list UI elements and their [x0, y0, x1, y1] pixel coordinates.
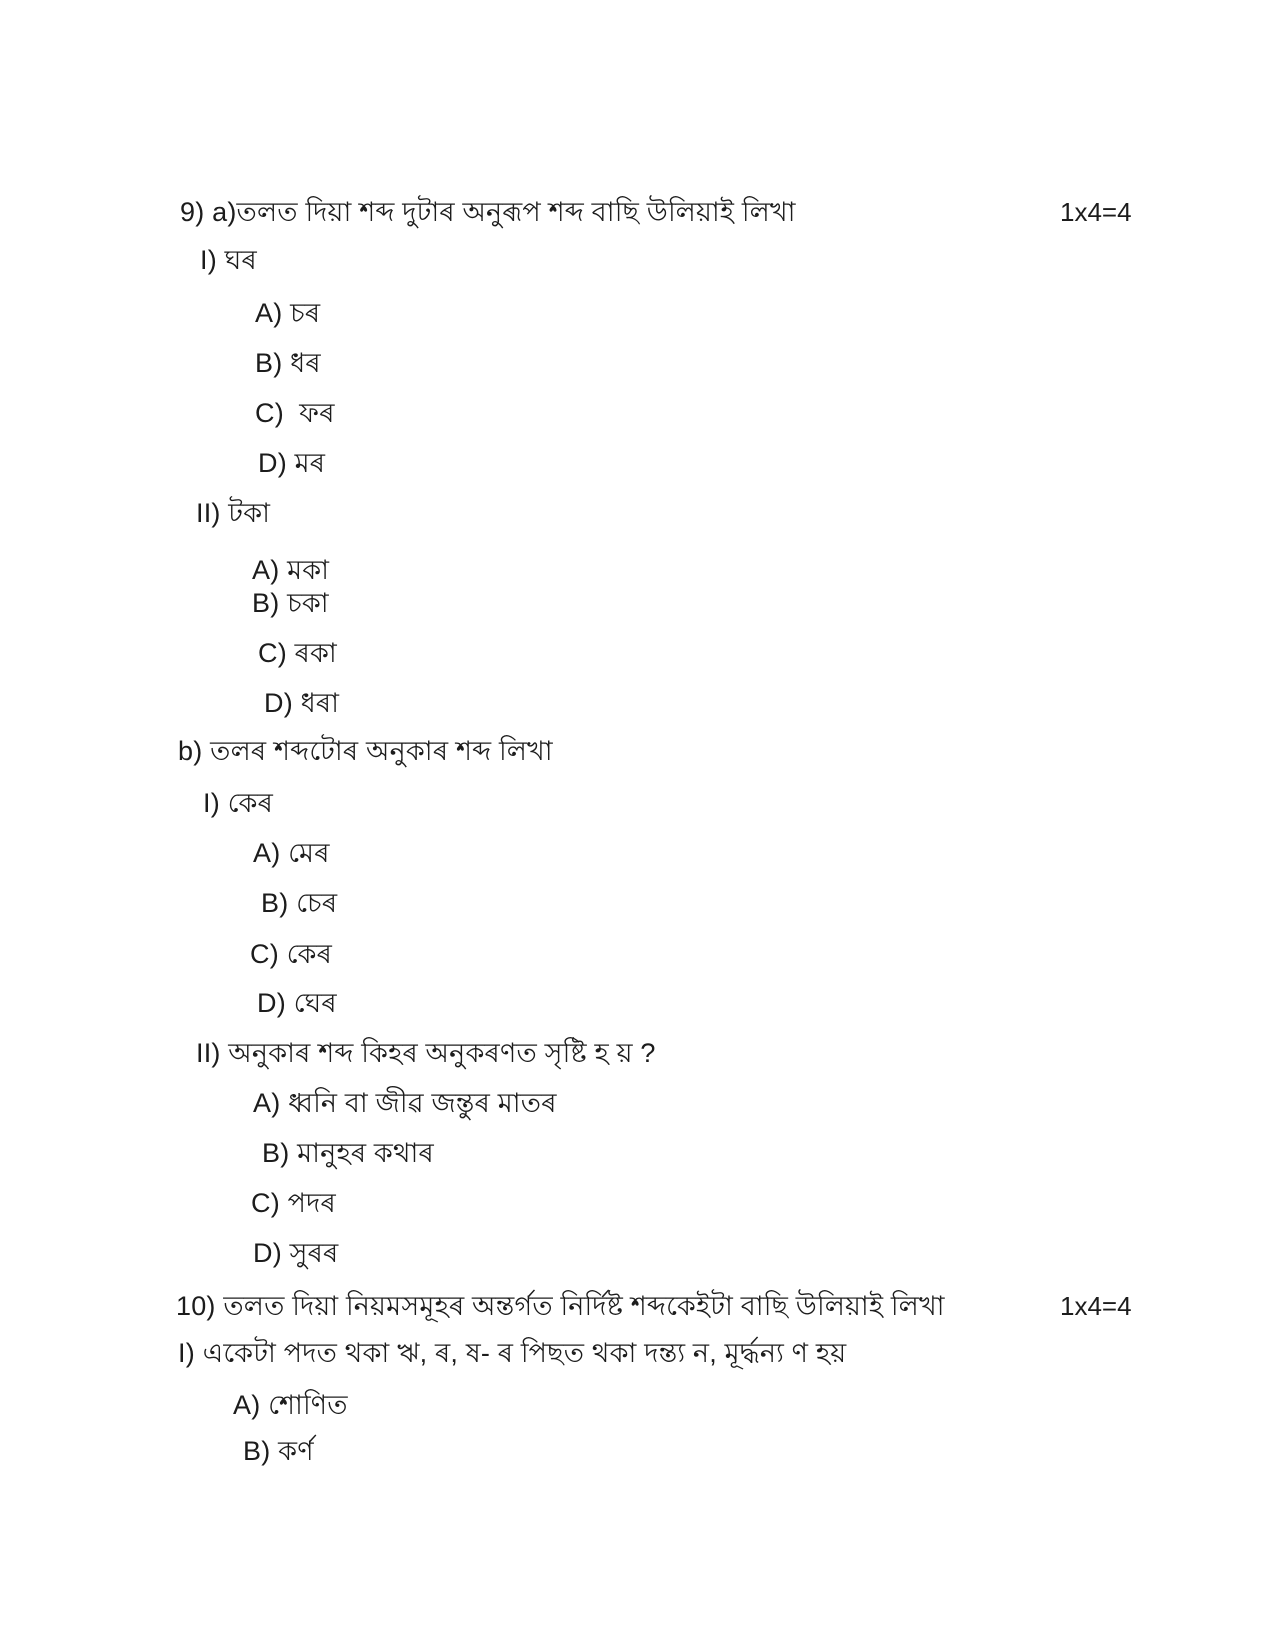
q9a-item-i-option-d: D) মৰ	[258, 448, 326, 478]
q9b-item-ii-option-b: B) মানুহৰ কথাৰ	[262, 1138, 434, 1168]
q9b-item-ii-option-a: A) ধ্বনি বা জীৱ জন্তুৰ মাতৰ	[253, 1088, 557, 1118]
q9b-item-ii-label: II) অনুকাৰ শব্দ কিহৰ অনুকৰণত সৃষ্টি হ য় ?	[196, 1038, 656, 1068]
q9a-item-i-option-a: A) চৰ	[255, 298, 321, 328]
q9a-item-ii-option-c: C) ৰকা	[258, 638, 337, 668]
q9a-item-ii-label: II) টকা	[196, 498, 271, 528]
q9b-item-i-option-d: D) ঘেৰ	[257, 988, 337, 1018]
question-9-header: 9) a)তলত দিয়া শব্দ দুটাৰ অনুৰূপ শব্দ বাছি উলিয়াই লিখা	[180, 197, 796, 227]
q9a-item-i-option-c: C) ফৰ	[255, 398, 335, 428]
q9b-item-ii-option-d: D) সুৰৰ	[253, 1238, 339, 1268]
q10-rule-i-option-b: B) কৰ্ণ	[243, 1436, 314, 1466]
question-10-marks: 1x4=4	[1060, 1291, 1132, 1321]
q9b-item-i-label: I) কেৰ	[203, 788, 274, 818]
q9a-item-i-label: I) ঘৰ	[200, 245, 257, 275]
question-9-marks: 1x4=4	[1060, 197, 1132, 227]
q9b-header: b) তলৰ শব্দটোৰ অনুকাৰ শব্দ লিখা	[178, 736, 553, 766]
q9b-item-i-option-c: C) কেৰ	[250, 939, 333, 969]
q10-rule-i-label: I) একেটা পদত থকা ঋ, ৰ, ষ- ৰ পিছত থকা দন্ত্য ন, মূৰ্দ্ধন্য ণ হয়	[178, 1338, 847, 1368]
q10-rule-i-option-a: A) শোণিত	[233, 1390, 348, 1420]
question-10-header: 10) তলত দিয়া নিয়মসমূহৰ অন্তৰ্গত নিৰ্দিষ্ট শব্দকেইটা বাছি উলিয়াই লিখা	[176, 1291, 945, 1321]
q9a-item-ii-option-a: A) মকা	[252, 555, 330, 585]
q9b-item-ii-option-c: C) পদৰ	[251, 1188, 336, 1218]
q9b-item-i-option-a: A) মেৰ	[253, 838, 330, 868]
q9a-item-i-option-b: B) ধৰ	[255, 348, 321, 378]
q9a-item-ii-option-d: D) ধৰা	[264, 688, 340, 718]
q9a-item-ii-option-b: B) চকা	[252, 588, 329, 618]
q9b-item-i-option-b: B) চেৰ	[261, 888, 338, 918]
